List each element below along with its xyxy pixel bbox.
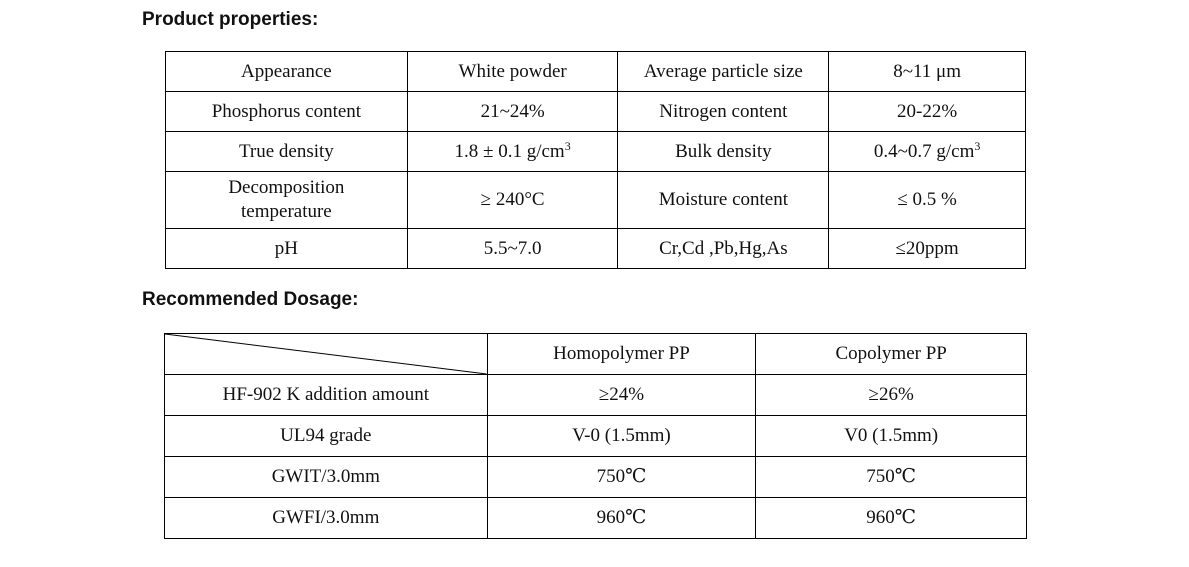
table-row (166, 132, 1026, 172)
dosage-label: UL94 grade (165, 416, 488, 457)
copolymer-value: 750℃ (756, 457, 1027, 498)
table-row (166, 92, 1026, 132)
property-label: Nitrogen content (618, 92, 829, 132)
property-value: 20-22% (829, 92, 1026, 132)
copolymer-value: V0 (1.5mm) (756, 416, 1027, 457)
property-value: ≥ 240°C (407, 172, 618, 229)
homopolymer-value: ≥24% (487, 375, 756, 416)
table-row (166, 229, 1026, 269)
column-header: Copolymer PP (756, 334, 1027, 375)
table-row (165, 416, 1027, 457)
property-label (166, 172, 408, 229)
bulk-density-value: 0.4~0.7 g/cm (873, 140, 975, 162)
property-label: Moisture content (618, 172, 829, 229)
product-properties-table (165, 51, 1026, 269)
recommended-dosage-heading: Recommended Dosage: (142, 289, 359, 310)
column-header: Homopolymer PP (487, 334, 756, 375)
dosage-label: GWIT/3.0mm (165, 457, 488, 498)
property-value: 8~11 μm (829, 52, 1026, 92)
table-row (165, 457, 1027, 498)
property-label: Average particle size (618, 52, 829, 92)
homopolymer-value: 960℃ (487, 498, 756, 539)
property-value: ≤ 0.5 % (829, 172, 1026, 229)
diagonal-line (165, 334, 487, 374)
table-header-row (165, 334, 1027, 375)
property-label: Phosphorus content (166, 92, 408, 132)
property-value: 5.5~7.0 (407, 229, 618, 269)
unit-exponent: 3 (974, 138, 981, 153)
table-row (166, 52, 1026, 92)
label-line: temperature (241, 201, 332, 222)
property-value (829, 132, 1026, 172)
homopolymer-value: V-0 (1.5mm) (487, 416, 756, 457)
property-label: Cr,Cd ,Pb,Hg,As (618, 229, 829, 269)
recommended-dosage-table (164, 333, 1027, 539)
copolymer-value: ≥26% (756, 375, 1027, 416)
property-label: Appearance (166, 52, 408, 92)
true-density-value: 1.8 ± 0.1 g/cm (454, 140, 565, 162)
property-value: White powder (407, 52, 618, 92)
property-label: True density (166, 132, 408, 172)
table-row (165, 375, 1027, 416)
dosage-label: GWFI/3.0mm (165, 498, 488, 539)
table-row (166, 172, 1026, 229)
dosage-label: HF-902 K addition amount (165, 375, 488, 416)
property-label: pH (166, 229, 408, 269)
property-value: 21~24% (407, 92, 618, 132)
copolymer-value: 960℃ (756, 498, 1027, 539)
property-label: Bulk density (618, 132, 829, 172)
homopolymer-value: 750℃ (487, 457, 756, 498)
unit-exponent: 3 (564, 138, 571, 153)
property-value (407, 132, 618, 172)
property-value: ≤20ppm (829, 229, 1026, 269)
diagonal-header-cell (165, 334, 488, 375)
product-properties-heading: Product properties: (142, 9, 319, 30)
label-line: Decomposition (228, 177, 345, 198)
table-row (165, 498, 1027, 539)
